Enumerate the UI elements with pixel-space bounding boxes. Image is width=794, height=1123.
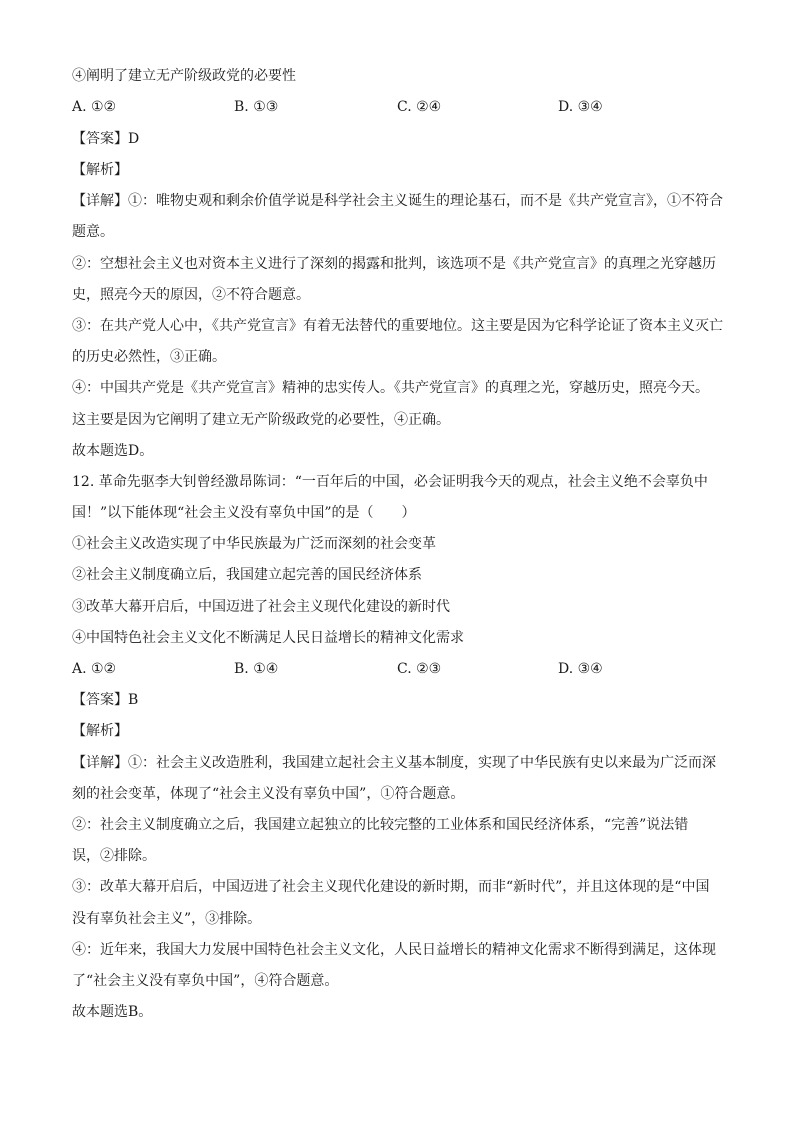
- q11-detail-line: ③：在共产党人心中，《共产党宣言》有着无法替代的重要地位。这主要是因为它科学论证了资本主义灭亡: [72, 318, 723, 334]
- q11-choice-c: C. ②④: [397, 99, 442, 115]
- q12-choice-b: B. ①④: [234, 661, 279, 677]
- q12-option-1: ①社会主义改造实现了中华民族最为广泛而深刻的社会变革: [72, 536, 436, 552]
- q11-option-4: ④阐明了建立无产阶级政党的必要性: [72, 68, 296, 84]
- q11-choice-a: A. ①②: [72, 99, 117, 115]
- q12-choice-a: A. ①②: [72, 661, 117, 677]
- q12-detail-line: 【详解】①：社会主义改造胜利，我国建立起社会主义基本制度，实现了中华民族有史以来最为广泛而深: [72, 755, 716, 771]
- q12-analysis-label: 【解析】: [72, 723, 128, 739]
- q12-detail-line: 没有辜负社会主义”，③排除。: [72, 911, 262, 927]
- q12-choice-d: D. ③④: [558, 661, 603, 677]
- q12-answer: 【答案】B: [72, 692, 139, 708]
- q12-option-2: ②社会主义制度确立后，我国建立起完善的国民经济体系: [72, 567, 422, 583]
- q12-conclusion: 故本题选B。: [72, 1004, 153, 1020]
- q12-detail-line: 了“社会主义没有辜负中国”，④符合题意。: [72, 973, 339, 989]
- q12-option-4: ④中国特色社会主义文化不断满足人民日益增长的精神文化需求: [72, 630, 464, 646]
- q12-choices: [72, 659, 722, 679]
- q12-stem: 国！”以下能体现“社会主义没有辜负中国”的是（ ）: [72, 505, 416, 521]
- q11-choices: [72, 97, 722, 117]
- q12-detail-line: 误，②排除。: [72, 848, 156, 864]
- q12-option-3: ③改革大幕开启后，中国迈进了社会主义现代化建设的新时代: [72, 599, 450, 615]
- q12-detail-line: ②：社会主义制度确立之后，我国建立起独立的比较完整的工业体系和国民经济体系，“完善”说法错: [72, 817, 689, 833]
- q11-detail-line: 史，照亮今天的原因，②不符合题意。: [72, 287, 310, 303]
- q12-choice-c: C. ②③: [397, 661, 442, 677]
- q11-detail-line: 这主要是因为它阐明了建立无产阶级政党的必要性，④正确。: [72, 412, 450, 428]
- q12-stem: 12. 革命先驱李大钊曾经激昂陈词：“一百年后的中国，必会证明我今天的观点，社会主义绝不会辜负中: [72, 474, 708, 490]
- q12-detail-line: 刻的社会变革，体现了“社会主义没有辜负中国”，①符合题意。: [72, 786, 465, 802]
- q11-detail-line: 题意。: [72, 224, 114, 240]
- q11-choice-d: D. ③④: [558, 99, 603, 115]
- q12-detail-line: ④：近年来，我国大力发展中国特色社会主义文化，人民日益增长的精神文化需求不断得到满足，这体现: [72, 942, 716, 958]
- q11-detail-line: ④：中国共产党是《共产党宣言》精神的忠实传人。《共产党宣言》的真理之光，穿越历史，照亮今天。: [72, 380, 709, 396]
- q11-analysis-label: 【解析】: [72, 162, 128, 178]
- q11-answer: 【答案】D: [72, 131, 140, 147]
- q11-conclusion: 故本题选D。: [72, 443, 154, 459]
- q11-detail-line: ②：空想社会主义也对资本主义进行了深刻的揭露和批判，该选项不是《共产党宣言》的真理之光穿越历: [72, 256, 716, 272]
- q12-detail-line: ③：改革大幕开启后，中国迈进了社会主义现代化建设的新时期，而非“新时代”，并且这体现的是“中国: [72, 879, 710, 895]
- q11-choice-b: B. ①③: [234, 99, 279, 115]
- q11-detail-line: 【详解】①：唯物史观和剩余价值学说是科学社会主义诞生的理论基石，而不是《共产党宣言》，①不符合: [72, 193, 723, 209]
- q11-detail-line: 的历史必然性，③正确。: [72, 349, 226, 365]
